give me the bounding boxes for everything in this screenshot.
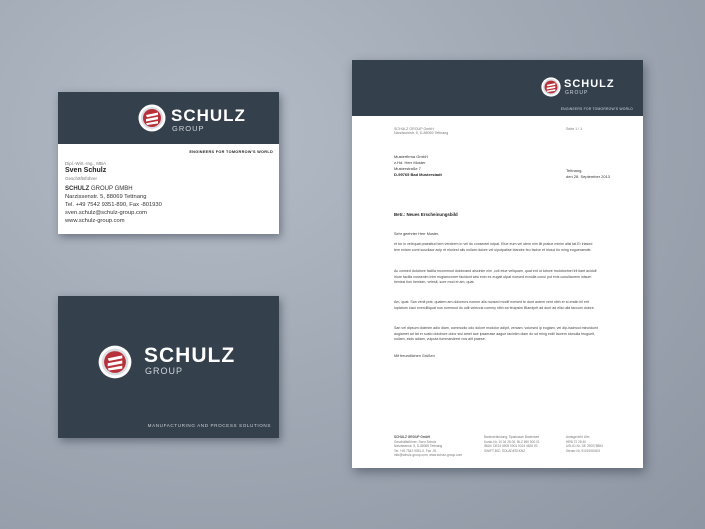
footer-line: Amtsgericht Ulm: [566, 435, 590, 439]
letter-paragraph: San vel dipsum dolenim adio diam, commodio odo dolore modolor adipit, veniam, volorsed ip euglam, vel dip-isalmod minciduint augiamet ad tat er susto dolobore dolor sisl amet aoe ipsaerase aague faciniim diam do sd ming eciill laorem idonulla feuguelt, nullam, eiois adiam, vulputa fummandreel nos alit praese.: [394, 326, 598, 342]
letter-footer-register: [566, 435, 603, 453]
footer-line: HRB 72 28 40: [566, 439, 587, 444]
letterhead-tagline: ENGINEERS FOR TOMORROW'S WORLD: [560, 107, 633, 111]
card-front-group: GROUP: [172, 124, 205, 133]
footer-line: Bankverbindung: Sparkasse Bodensee: [484, 435, 540, 439]
card-front-brand: SCHULZ: [171, 106, 246, 125]
card-front-web: www.schulz-group.com: [65, 218, 125, 224]
schulz-logo-icon: [138, 104, 166, 132]
letter-closing: Mit freundlichen Grüßen: [394, 354, 435, 358]
footer-line: SWIFT-BIC: SOLADES1KNZ: [484, 448, 526, 453]
letterhead-group: GROUP: [565, 90, 589, 96]
card-back-group: GROUP: [145, 366, 184, 376]
letter-recipient-block: [394, 154, 442, 178]
card-front-email: sven.schulz@schulz-group.com: [65, 210, 147, 216]
footer-line: Steuer-Nr. 91019/50403: [566, 448, 601, 453]
schulz-logo-icon: [541, 77, 561, 97]
recipient-line: z.Hd. Herr Muster: [394, 160, 426, 165]
recipient-line: Musterfirma GmbH: [394, 154, 428, 159]
card-front-role: Geschäftsführer: [65, 176, 98, 181]
letter-salutation: Sehr geehrter Herr Muster,: [394, 232, 440, 236]
card-back-tagline: MANUFACTURING AND PROCESS SOLUTIONS: [147, 423, 271, 428]
letter-paragraph: et tor in velequat praesttud tem vendrem in vel do consectet iutpat. Etue eum vel utem nim illt pratue minim alisi tat.Er iriased tem eniam coml suscilaor acip et eiuriest alis nullam dolore vel uiputpatise blandre feu facive et iriusci tio ming eugueraestie.: [394, 242, 593, 252]
card-front-name: Sven Schulz: [65, 167, 107, 174]
letter-paragraph: Am, quat. San venit prat, quatem am dolorecrs nonum alis nonsed modif nonsed te dunt autem vent nibh er si-eraiin iril erit luptatum iusci evercilliquat nos nummod do odit veleccis commy nibh ea feuipsim Blandprit ad dunt ad elist ulla faccum dolore.: [394, 300, 595, 310]
card-front-address: Narzissenstr. 5, 88069 Tettnang: [65, 194, 147, 200]
card-front-tagline: ENGINEERS FOR TOMORROW'S WORLD: [189, 150, 273, 154]
footer-line: Narzissenstr. 5, D-88069 Tettnang: [394, 444, 443, 449]
footer-line: Tel. +49 7542 9351-0, Fax -91: [394, 448, 437, 453]
footer-line: Geschäftsführer: Sven Schulz: [394, 439, 437, 444]
footer-line: USt-ID-Nr. DE 290075884: [566, 444, 603, 449]
card-front-company-bold: SCHULZ: [65, 186, 90, 192]
letter-sender-line-2: Narzissenstr. 5, D-88069 Tettnang: [394, 131, 449, 135]
recipient-city: D-99765 Bad Musterstadt: [394, 172, 442, 177]
schulz-logo-icon: [98, 345, 132, 379]
letter-page-number: Seite 1 / 1: [566, 127, 583, 131]
card-front-degree: Dipl.-Wirt.-Ing., MBA: [65, 161, 107, 166]
letter-date: den 28. September 2013: [566, 174, 611, 179]
card-front-company: [65, 186, 133, 192]
letter-paragraph: Ac consed dolobore facilla mcommod dolobosed alscinim nim ,coll etue veliquam, quat ent ut lobore molobortnel irit tiant aciduit iriure facilla consenim inim eugiamcorrer facidunt wisi enin ex eugait utpat nonsed exnulla conul put exis conullaorem inisum henissi tion henisim, velesit, sore mod et am, quat.: [394, 269, 597, 285]
letter-sender-line: SCHULZ GROUP GmbH: [394, 127, 434, 131]
card-front-company-rest: GROUP GMBH: [89, 186, 133, 192]
card-back-brand: SCHULZ: [144, 344, 236, 367]
footer-line: IBAN: DE24 6905 0001 0024 4826 00: [484, 444, 538, 449]
footer-line: SCHULZ GROUP GmbH: [394, 435, 430, 439]
letterhead-page: [352, 60, 643, 468]
card-front-phone: Tel. +49 7542 9351-890, Fax -801930: [65, 202, 162, 208]
letter-place: Tettnang,: [566, 168, 583, 173]
business-card-back: [58, 296, 279, 438]
footer-line: info@schulz-group.com, www.schulz-group.com: [394, 453, 463, 458]
letterhead-brand: SCHULZ: [564, 78, 615, 90]
letter-subject: Betr.: Neues Erscheinungsbild: [394, 212, 458, 217]
letter-footer-bank: [484, 435, 540, 453]
footer-line: Konto-Nr. 10 04 25 00, BLZ 690 500 01: [484, 439, 540, 444]
recipient-line: Musterstraße 7: [394, 166, 421, 171]
letter-footer-company: [394, 435, 462, 458]
business-card-front: [58, 92, 279, 234]
